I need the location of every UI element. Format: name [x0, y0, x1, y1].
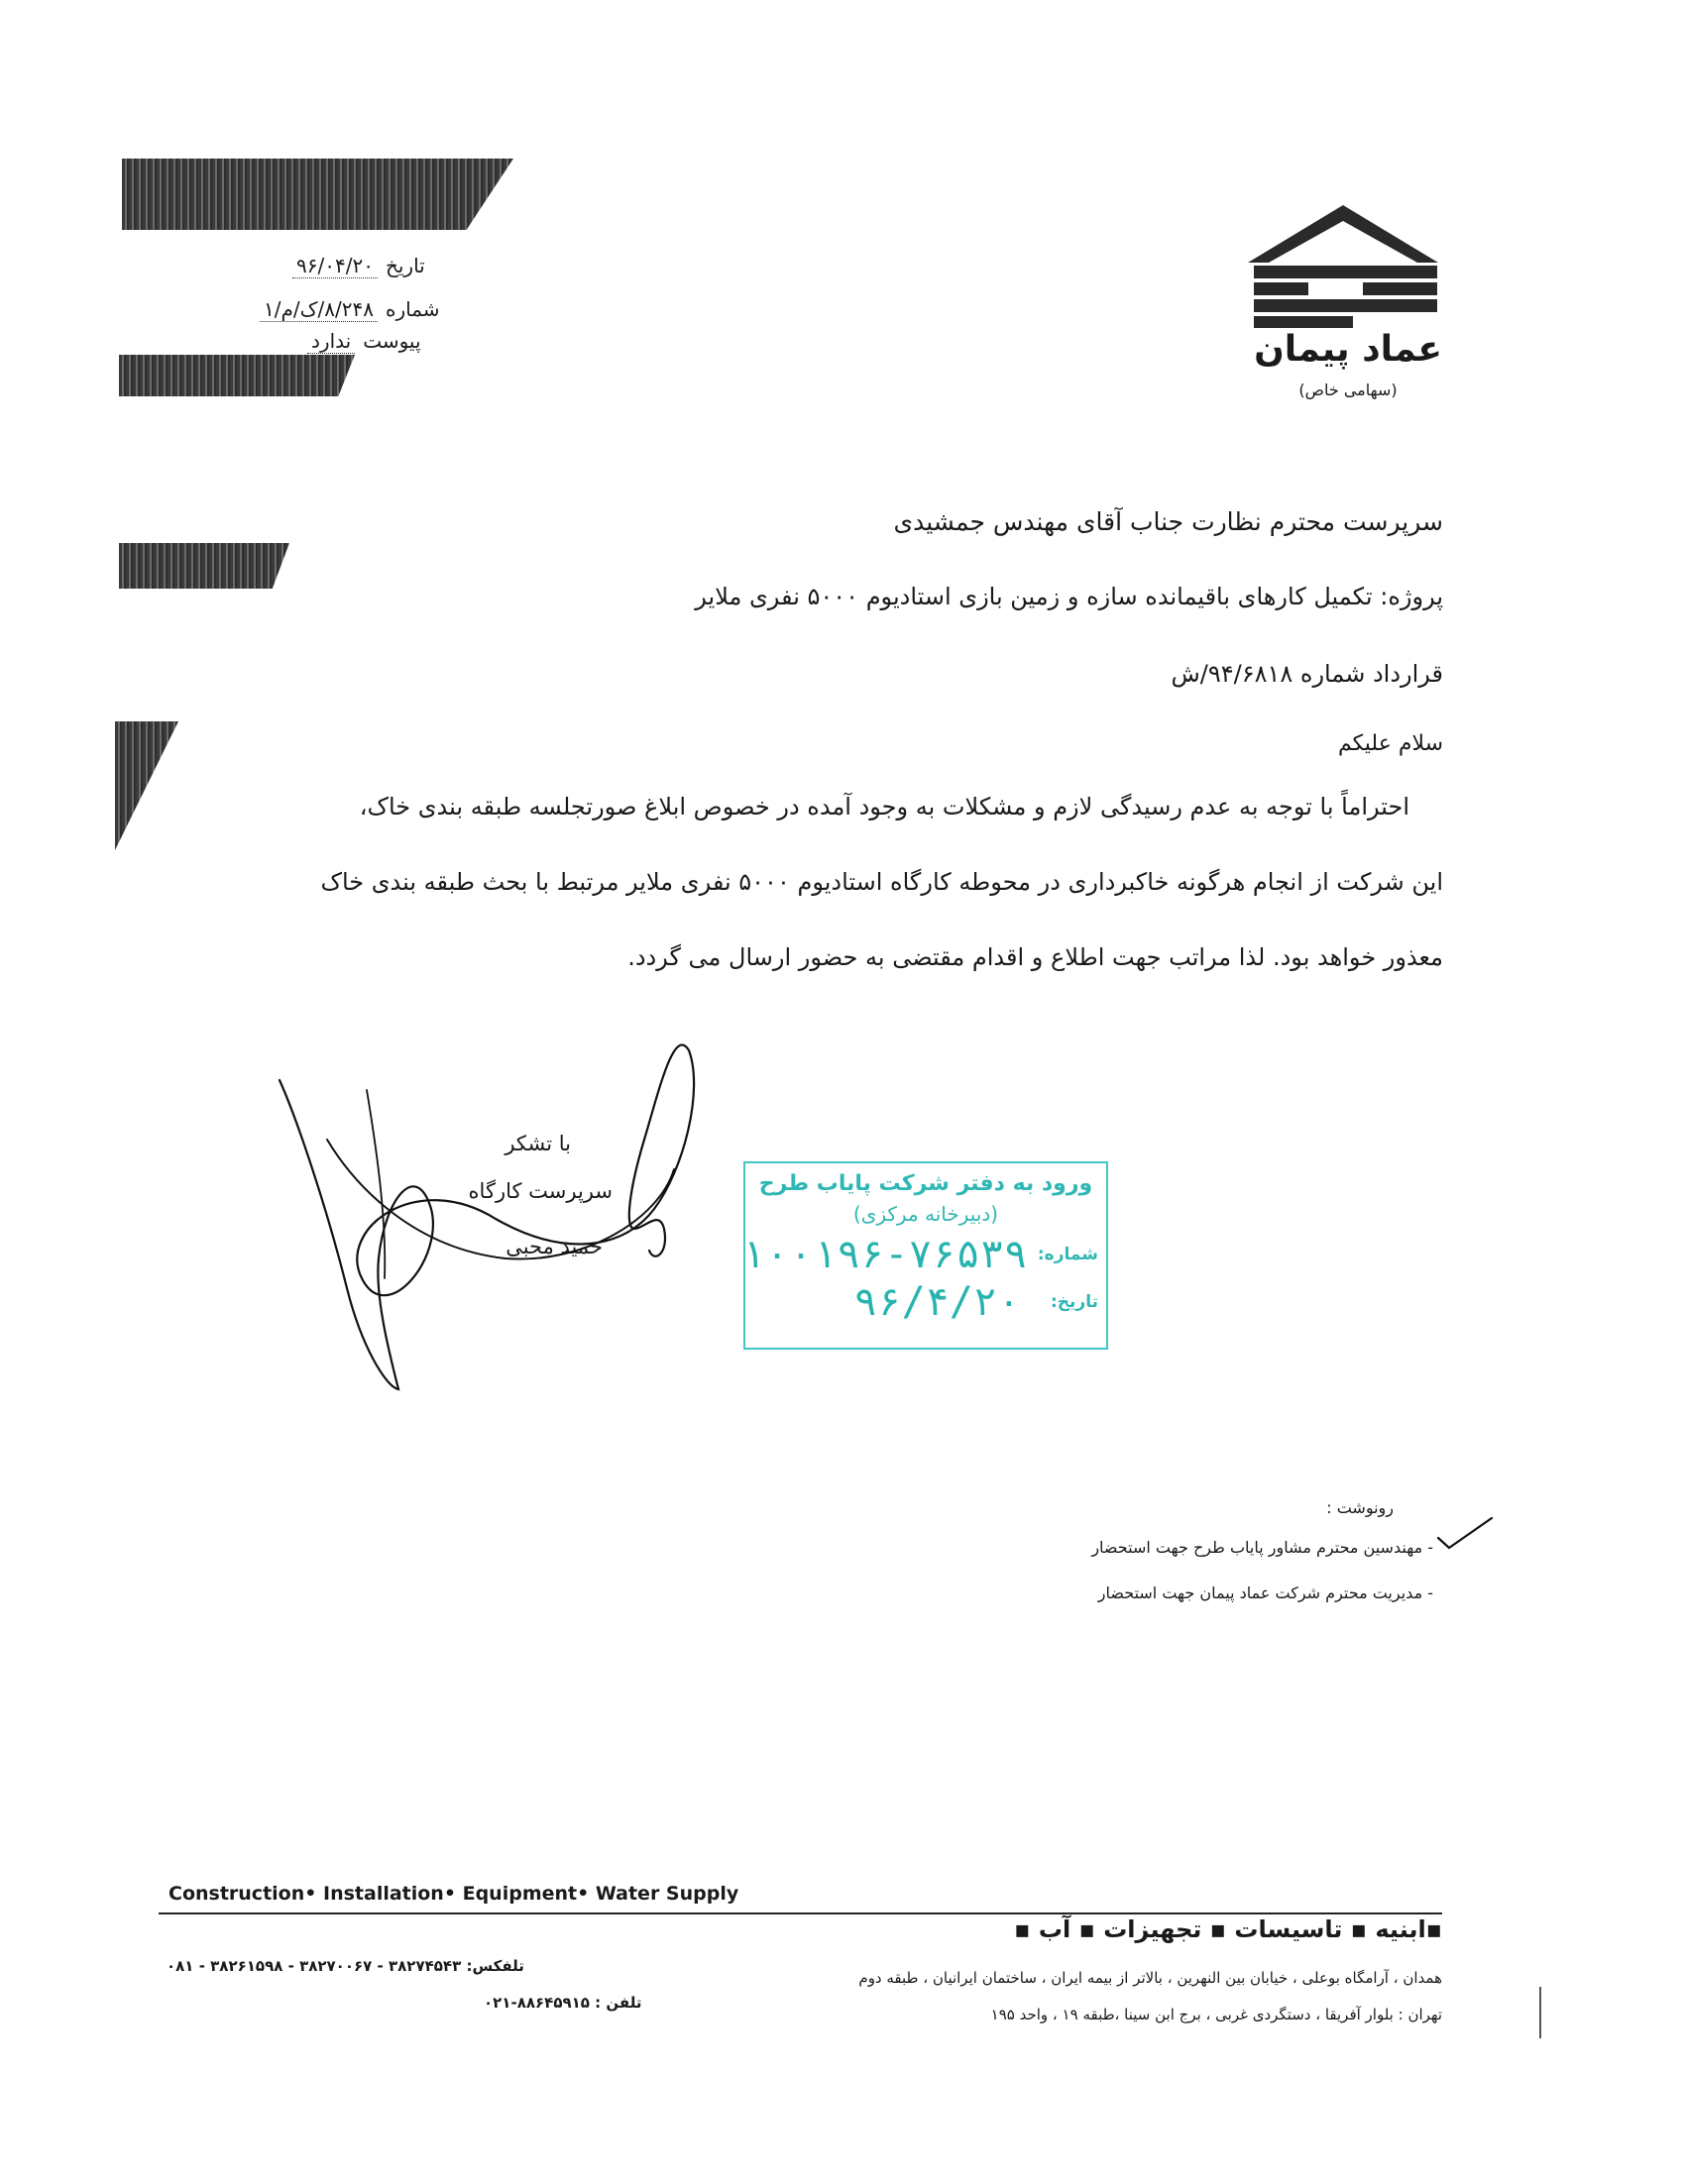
- body-line-1: احتراماً با توجه به عدم رسیدگی لازم و مشکلات به وجود آمده در خصوص ابلاغ صورتجلسه طبقه بندی خاک،: [359, 793, 1409, 820]
- redaction-bar-upper-middle: [119, 355, 355, 396]
- cc-item-1: - مهندسین محترم مشاور پایاب طرح جهت استحضار: [1091, 1538, 1433, 1557]
- stamp-number-label: شماره:: [1037, 1245, 1098, 1264]
- footer-services-fa: ▪ابنیه ▪ تاسیسات ▪ تجهیزات ▪ آب ▪: [1014, 1915, 1442, 1943]
- date-value: ۹۶/۰۴/۲۰: [292, 254, 378, 278]
- redaction-bar-middle: [119, 543, 289, 589]
- stamp-date-value: ۹۶/۴/۲۰: [853, 1279, 1021, 1325]
- cc-item-2: - مدیریت محترم شرکت عماد پیمان جهت استحضار: [1097, 1583, 1433, 1602]
- received-stamp: [740, 1161, 1108, 1350]
- footer-services-en: Construction• Installation• Equipment• Water Supply: [168, 1883, 739, 1905]
- attachment-row: [307, 329, 421, 354]
- company-type: (سهامی خاص): [1298, 381, 1398, 399]
- checkmark-icon: [1435, 1514, 1495, 1554]
- stamp-date-label: تاریخ:: [1051, 1292, 1098, 1312]
- stamp-title: ورود به دفتر شرکت پایاب طرح: [758, 1171, 1093, 1196]
- cc-heading: رونوشت :: [1326, 1498, 1394, 1517]
- footer-tehran-phone: تلفن : ۸۸۶۴۵۹۱۵-۰۲۱: [484, 1994, 642, 2012]
- company-name: عماد پیمان: [1254, 329, 1442, 370]
- company-logo: [1244, 203, 1442, 342]
- contract-line: قرارداد شماره ۹۴/۶۸۱۸/ش: [1171, 660, 1443, 688]
- redaction-bar-lower: [115, 721, 178, 850]
- logo-mark-icon: [1244, 203, 1442, 342]
- signer-title: سرپرست کارگاه: [468, 1179, 613, 1203]
- recipient-line: سرپرست محترم نظارت جناب آقای مهندس جمشیدی: [893, 507, 1443, 536]
- body-line-2: این شرکت از انجام هرگونه خاکبرداری در محوطه کارگاه استادیوم ۵۰۰۰ نفری ملایر مرتبط با بحث طبقه بندی خاک: [320, 868, 1443, 896]
- number-value: ۸/۲۴۸/ک/م/۱: [260, 297, 378, 322]
- handwritten-signature: [268, 1031, 724, 1397]
- date-row: [292, 254, 425, 278]
- number-label: شماره: [385, 297, 440, 321]
- redaction-bar-top: [122, 159, 513, 230]
- signer-name: حمید محبی: [506, 1235, 603, 1258]
- footer-tehran-address: تهران : بلوار آفریقا ، دستگردی غربی ، برج ابن سینا ،طبقه ۱۹ ، واحد ۱۹۵: [990, 2006, 1442, 2023]
- number-row: [260, 297, 440, 322]
- stamp-subtitle: (دبیرخانه مرکزی): [852, 1202, 999, 1226]
- footer-divider: [159, 1912, 1442, 1914]
- scan-edge-mark: [1539, 1987, 1541, 2038]
- attachment-value: ندارد: [307, 329, 355, 354]
- footer-hamedan-phones: تلفکس: ۳۸۲۷۴۵۴۳ - ۳۸۲۷۰۰۶۷ - ۳۸۲۶۱۵۹۸ - ۰۸۱: [167, 1957, 524, 1975]
- project-line: پروژه: تکمیل کارهای باقیمانده سازه و زمین بازی استادیوم ۵۰۰۰ نفری ملایر: [695, 583, 1443, 610]
- greeting-line: سلام علیکم: [1337, 731, 1443, 756]
- date-label: تاریخ: [385, 254, 425, 277]
- closing-text: با تشکر: [505, 1132, 571, 1155]
- body-line-3: معذور خواهد بود. لذا مراتب جهت اطلاع و اقدام مقتضی به حضور ارسال می گردد.: [627, 943, 1443, 971]
- footer-hamedan-address: همدان ، آرامگاه بوعلی ، خیابان بین النهرین ، بالاتر از بیمه ایران ، ساختمان ایرانیان ، طبقه دوم: [858, 1969, 1442, 1987]
- attachment-label: پیوست: [363, 329, 421, 353]
- stamp-number-value: ۱۰۰۱۹۶-۷۶۵۳۹: [740, 1232, 1028, 1277]
